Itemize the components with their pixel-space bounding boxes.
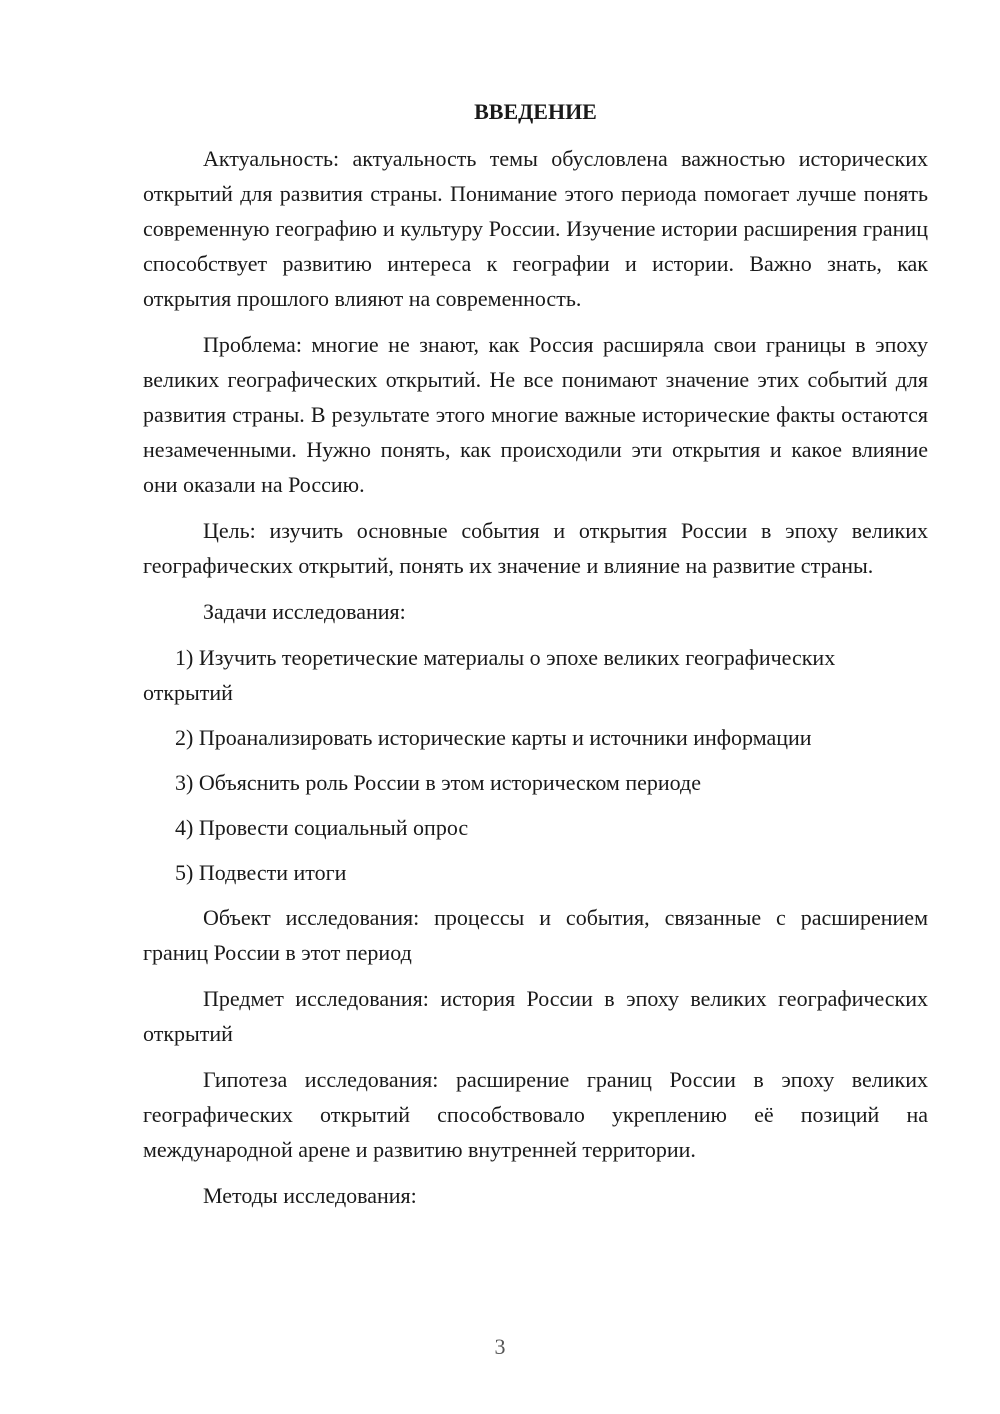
problem-paragraph: Проблема: многие не знают, как Россия расширяла свои границы в эпоху великих географических открытий. Не все понимают значение этих событий для развития страны. В результате этого многие важные исторические факты остаются незамеченными. Нужно понять, как происходили эти открытия и какое влияние они оказали на Россию. <box>143 332 928 497</box>
page-number: 3 <box>494 1334 506 1359</box>
task-item: 5) Подвести итоги <box>175 860 347 885</box>
relevance-paragraph: Актуальность: актуальность темы обусловлена важностью исторических открытий для развития страны. Понимание этого периода помогает лучше понять современную географию и культуру России. Изучение истории расширения границ способствует развитию интереса к географии и истории. Важно знать, как открытия прошлого влияют на современность. <box>143 146 928 311</box>
page-content <box>143 94 928 1224</box>
task-item: 1) Изучить теоретические материалы о эпохе великих географических открытий <box>143 645 836 705</box>
hypothesis-paragraph: Гипотеза исследования: расширение границ России в эпоху великих географических открытий способствовало укреплению её позиций на международной арене и развитию внутренней территории. <box>143 1067 928 1162</box>
task-item: 2) Проанализировать исторические карты и источники информации <box>175 725 812 750</box>
goal-paragraph: Цель: изучить основные события и открытия России в эпоху великих географических открытий, понять их значение и влияние на развитие страны. <box>143 518 928 578</box>
page-title: ВВЕДЕНИЕ <box>474 99 597 124</box>
subject-paragraph: Предмет исследования: история России в эпоху великих географических открытий <box>143 986 928 1046</box>
object-paragraph: Объект исследования: процессы и события, связанные с расширением границ России в этот период <box>143 905 928 965</box>
methods-heading: Методы исследования: <box>203 1183 417 1208</box>
tasks-list <box>143 640 928 890</box>
task-item: 3) Объяснить роль России в этом историческом периоде <box>175 770 701 795</box>
task-item: 4) Провести социальный опрос <box>175 815 469 840</box>
tasks-heading: Задачи исследования: <box>203 599 406 624</box>
